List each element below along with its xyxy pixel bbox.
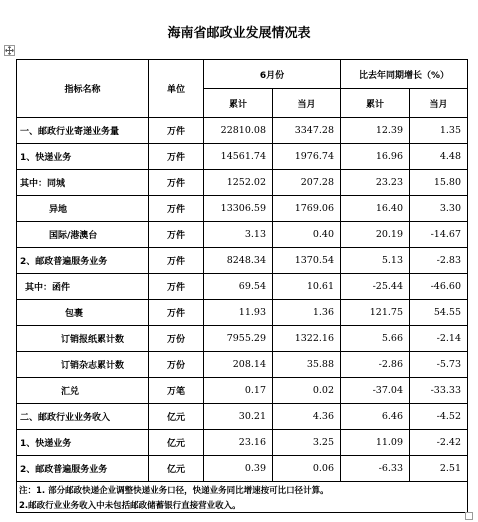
row-month: 0.40	[273, 222, 341, 248]
note-row	[17, 497, 468, 513]
row-yoy-month: -2.42	[410, 430, 468, 456]
row-month: 1769.06	[273, 196, 341, 222]
row-yoy-month: -4.52	[410, 404, 468, 430]
row-yoy-month: -2.14	[410, 326, 468, 352]
row-yoy-cumulative: 20.19	[341, 222, 410, 248]
row-yoy-cumulative: -37.04	[341, 378, 410, 404]
row-cumulative: 1252.02	[204, 170, 273, 196]
row-name: 订销杂志累计数	[17, 352, 149, 378]
row-unit: 万份	[149, 352, 204, 378]
row-yoy-month: 54.55	[410, 300, 468, 326]
row-yoy-month: -46.60	[410, 274, 468, 300]
row-yoy-cumulative: 121.75	[341, 300, 410, 326]
table-row	[17, 118, 468, 144]
header-june: 6月份	[204, 60, 341, 89]
header-yoy-month: 当月	[410, 89, 468, 118]
row-month: 1322.16	[273, 326, 341, 352]
row-cumulative: 22810.08	[204, 118, 273, 144]
row-month: 207.28	[273, 170, 341, 196]
row-yoy-cumulative: 23.23	[341, 170, 410, 196]
row-yoy-month: 4.48	[410, 144, 468, 170]
row-name: 二、邮政行业业务收入	[17, 404, 149, 430]
row-month: 0.06	[273, 456, 341, 482]
row-unit: 万件	[149, 300, 204, 326]
table-row	[17, 456, 468, 482]
row-cumulative: 14561.74	[204, 144, 273, 170]
row-yoy-month: -2.83	[410, 248, 468, 274]
row-yoy-month: 1.35	[410, 118, 468, 144]
row-yoy-month: 15.80	[410, 170, 468, 196]
row-name: 2、邮政普遍服务业务	[17, 456, 149, 482]
row-cumulative: 13306.59	[204, 196, 273, 222]
row-cumulative: 7955.29	[204, 326, 273, 352]
row-cumulative: 30.21	[204, 404, 273, 430]
table-row	[17, 248, 468, 274]
row-unit: 万件	[149, 118, 204, 144]
row-unit: 万件	[149, 170, 204, 196]
row-cumulative: 8248.34	[204, 248, 273, 274]
table-row	[17, 430, 468, 456]
table-row	[17, 274, 468, 300]
row-month: 1976.74	[273, 144, 341, 170]
row-unit: 万件	[149, 248, 204, 274]
page-title: 海南省邮政业发展情况表	[167, 26, 311, 41]
row-month: 3.25	[273, 430, 341, 456]
row-name: 其中：同城	[17, 170, 149, 196]
row-unit: 万件	[149, 274, 204, 300]
header-month: 当月	[273, 89, 341, 118]
row-month: 35.88	[273, 352, 341, 378]
row-yoy-cumulative: 16.96	[341, 144, 410, 170]
row-month: 4.36	[273, 404, 341, 430]
table-row	[17, 352, 468, 378]
header-row-1	[17, 60, 468, 89]
header-unit: 单位	[149, 60, 204, 118]
table-move-handle-icon[interactable]	[4, 45, 15, 56]
row-yoy-cumulative: -2.86	[341, 352, 410, 378]
row-unit: 万件	[149, 222, 204, 248]
row-name: 国际/港澳台	[17, 222, 149, 248]
row-yoy-month: 2.51	[410, 456, 468, 482]
row-yoy-cumulative: 5.66	[341, 326, 410, 352]
row-unit: 亿元	[149, 430, 204, 456]
row-cumulative: 208.14	[204, 352, 273, 378]
row-unit: 万笔	[149, 378, 204, 404]
row-name: 其中：函件	[17, 274, 149, 300]
row-yoy-cumulative: 6.46	[341, 404, 410, 430]
row-cumulative: 0.39	[204, 456, 273, 482]
header-yoy-cumulative: 累计	[341, 89, 410, 118]
row-name: 1、快递业务	[17, 430, 149, 456]
row-unit: 万件	[149, 196, 204, 222]
row-yoy-cumulative: -6.33	[341, 456, 410, 482]
table-row	[17, 222, 468, 248]
row-yoy-month: -5.73	[410, 352, 468, 378]
row-cumulative: 3.13	[204, 222, 273, 248]
footnote-1: 注：1. 部分邮政快递企业调整快递业务口径，快递业务同比增速按可比口径计算。	[17, 482, 468, 498]
row-month: 1.36	[273, 300, 341, 326]
row-yoy-cumulative: 5.13	[341, 248, 410, 274]
row-cumulative: 69.54	[204, 274, 273, 300]
row-name: 异地	[17, 196, 149, 222]
statistics-table	[16, 59, 468, 513]
row-name: 2、邮政普遍服务业务	[17, 248, 149, 274]
row-month: 1370.54	[273, 248, 341, 274]
row-name: 1、快递业务	[17, 144, 149, 170]
row-yoy-cumulative: 16.40	[341, 196, 410, 222]
row-month: 0.02	[273, 378, 341, 404]
row-name: 订销报纸累计数	[17, 326, 149, 352]
row-cumulative: 0.17	[204, 378, 273, 404]
row-month: 3347.28	[273, 118, 341, 144]
header-indicator: 指标名称	[17, 60, 149, 118]
row-name: 包裹	[17, 300, 149, 326]
row-name: 汇兑	[17, 378, 149, 404]
row-unit: 万份	[149, 326, 204, 352]
table-row	[17, 170, 468, 196]
table-row	[17, 300, 468, 326]
row-yoy-month: -14.67	[410, 222, 468, 248]
header-yoy: 比去年同期增长（%）	[341, 60, 468, 89]
row-yoy-cumulative: 11.09	[341, 430, 410, 456]
table-row	[17, 404, 468, 430]
row-yoy-month: -33.33	[410, 378, 468, 404]
row-name: 一、邮政行业寄递业务量	[17, 118, 149, 144]
row-unit: 亿元	[149, 404, 204, 430]
table-resize-handle-icon[interactable]	[465, 512, 473, 520]
table-row	[17, 196, 468, 222]
row-cumulative: 23.16	[204, 430, 273, 456]
footnote-2: 2.邮政行业业务收入中未包括邮政储蓄银行直接营业收入。	[17, 497, 468, 513]
header-cumulative: 累计	[204, 89, 273, 118]
row-unit: 亿元	[149, 456, 204, 482]
row-yoy-month: 3.30	[410, 196, 468, 222]
table-row	[17, 144, 468, 170]
row-unit: 万件	[149, 144, 204, 170]
row-yoy-cumulative: -25.44	[341, 274, 410, 300]
table-row	[17, 326, 468, 352]
table-row	[17, 378, 468, 404]
row-cumulative: 11.93	[204, 300, 273, 326]
row-yoy-cumulative: 12.39	[341, 118, 410, 144]
row-month: 10.61	[273, 274, 341, 300]
note-row	[17, 482, 468, 498]
